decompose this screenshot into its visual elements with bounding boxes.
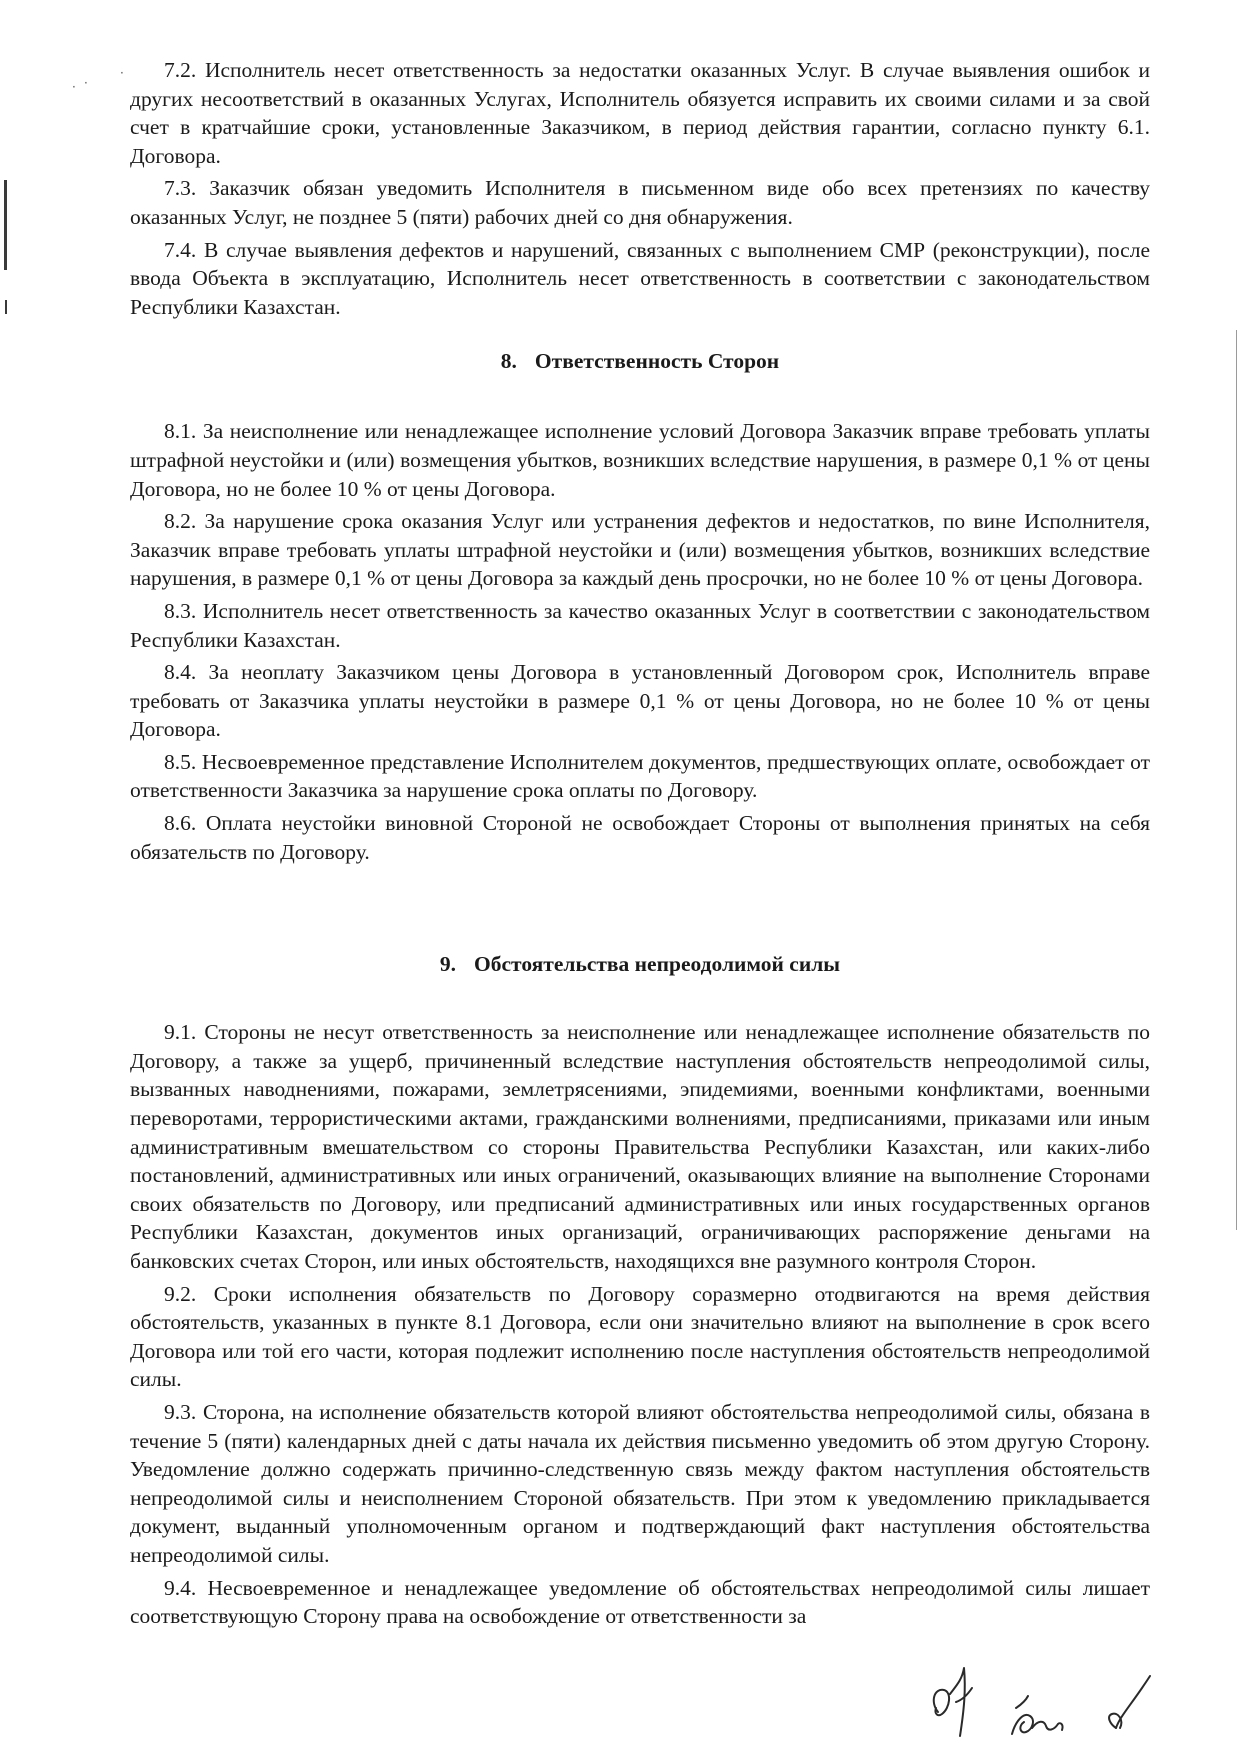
clause-text: Стороны не несут ответственность за неисполнение или ненадлежащее исполнение обязательств по Договору, а также за ущерб, причиненный вследствие наступления обстоятельств непреодолимой силы, вызванных наводнениями, пожарами, землетрясениями, эпидемиями, военными конфликтами, военными переворотами, террористическими актами, гражданскими волнениями, предписаниями, приказами или иным административным вмешательством со стороны Правительства Республики Казахстан, или каких-либо постановлений, административных или иных ограничений, оказывающих влияние на выполнение Сторонами своих обязательств по Договору, или предписаний административных или иных государственных органов Республики Казахстан, документов иных организаций, ограничивающих распоряжение деньгами на банковских счетах Сторон, или иных обстоятельств, находящихся вне разумного контроля Сторон. (130, 1020, 1151, 1273)
clause-9-1 (130, 1018, 1150, 1275)
section-8 (130, 347, 1150, 866)
section-title: Ответственность Сторон (534, 349, 780, 374)
clause-number: 9.3. (164, 1399, 197, 1424)
clause-number: 7.3. (164, 176, 197, 201)
clause-number: 8.5. (164, 749, 197, 774)
clause-number: 9.1. (164, 1020, 197, 1045)
clause-text: Исполнитель несет ответственность за недостатки оказанных Услуг. В случае выявления ошибок и других несоответствий в оказанных Услугах, Исполнитель обязуется исправить их своими силами и за свой счет в кратчайшие сроки, установленные Заказчиком, в период действия гарантии, согласно пункту 6.1. Договора. (130, 58, 1151, 168)
scan-speckle: · (84, 76, 88, 90)
clause-text: В случае выявления дефектов и нарушений, связанных с выполнением СМР (реконструкции), после ввода Объекта в эксплуатацию, Исполнитель несет ответственность в соответствии с законодательством Республики Казахстан. (130, 237, 1150, 319)
clause-9-4 (130, 1574, 1150, 1631)
clause-8-4 (130, 658, 1150, 744)
clause-8-3 (130, 597, 1150, 654)
clause-7-4 (130, 236, 1150, 322)
clause-number: 8.6. (164, 811, 197, 836)
handwritten-initials (920, 1650, 1160, 1745)
clause-number: 8.2. (164, 509, 197, 534)
section-number: 8. (500, 349, 517, 374)
clause-9-2 (130, 1280, 1150, 1394)
clause-number: 7.2. (164, 58, 197, 82)
section-heading (130, 347, 1150, 375)
clause-text: Сторона, на исполнение обязательств которой влияют обстоятельства непреодолимой силы, обязана в течение 5 (пяти) календарных дней с даты начала их действия письменно уведомить об этом другую Сторону. Уведомление должно содержать причинно-следственную связь между фактом наступления обстоятельств непреодолимой силы и неисполнением Стороной обязательств. При этом к уведомлению прикладывается документ, выданный уполномоченным органом и подтверждающий факт наступления обстоятельства непреодолимой силы. (130, 1399, 1151, 1567)
clause-8-6 (130, 809, 1150, 866)
clause-text: Сроки исполнения обязательств по Договору соразмерно отодвигаются на время действия обстоятельств, указанных в пункте 8.1 Договора, если они значительно влияют на выполнение в срок всего Договора или той его части, которая подлежит исполнению после наступления обстоятельств непреодолимой силы. (130, 1281, 1151, 1392)
section-title: Обстоятельства непреодолимой силы (474, 952, 841, 977)
section-7 (130, 56, 1150, 321)
clause-8-5 (130, 748, 1150, 805)
clause-text: Заказчик обязан уведомить Исполнителя в письменном виде обо всех претензиях по качеству оказанных Услуг, не позднее 5 (пяти) рабочих дней со дня обнаружения. (130, 176, 1150, 229)
clause-8-1 (130, 417, 1150, 503)
clause-7-2 (130, 56, 1150, 170)
section-9 (130, 950, 1150, 1630)
scan-margin-mark (5, 300, 7, 314)
clause-8-2 (130, 507, 1150, 593)
clause-number: 9.2. (164, 1281, 197, 1306)
scan-speckle: · (72, 80, 76, 94)
clause-number: 9.4. (164, 1575, 197, 1600)
clause-number: 8.1. (164, 419, 197, 444)
clause-text: Несвоевременное и ненадлежащее уведомление об обстоятельствах непреодолимой силы лишает соответствующую Сторону права на освобождение от ответственности за (130, 1575, 1150, 1629)
scan-margin-mark (4, 180, 7, 270)
scan-margin-mark (1236, 330, 1237, 1230)
clause-text: Оплата неустойки виновной Стороной не освобождает Стороны от выполнения принятых на себя обязательств по Договору. (130, 811, 1150, 864)
clause-number: 8.4. (164, 660, 197, 685)
clause-text: За неоплату Заказчиком цены Договора в установленный Договором срок, Исполнитель вправе требовать от Заказчика уплаты неустойки в размере 0,1 % от цены Договора, но не более 10 % от цены Договора. (130, 660, 1151, 742)
document-body (130, 56, 1150, 1635)
section-heading (130, 950, 1150, 978)
section-number: 9. (439, 952, 457, 977)
clause-text: Исполнитель несет ответственность за качество оказанных Услуг в соответствии с законодательством Республики Казахстан. (130, 598, 1151, 652)
clause-number: 7.4. (164, 237, 197, 262)
clause-text: Несвоевременное представление Исполнителем документов, предшествующих оплате, освобождает от ответственности Заказчика за нарушение срока оплаты по Договору. (130, 749, 1151, 803)
clause-text: За нарушение срока оказания Услуг или устранения дефектов и недостатков, по вине Исполнителя, Заказчик вправе требовать уплаты штрафной неустойки и (или) возмещения убытков, возникших вследствие нарушения, в размере 0,1 % от цены Договора за каждый день просрочки, но не более 10 % от цены Договора. (130, 509, 1151, 591)
clause-7-3 (130, 174, 1150, 231)
clause-text: За неисполнение или ненадлежащее исполнение условий Договора Заказчик вправе требовать уплаты штрафной неустойки и (или) возмещения убытков, возникших вследствие нарушения, в размере 0,1 % от цены Договора, но не более 10 % от цены Договора. (130, 419, 1150, 501)
clause-9-3 (130, 1398, 1150, 1570)
scan-speckle: · (120, 66, 124, 80)
clause-number: 8.3. (164, 598, 197, 623)
